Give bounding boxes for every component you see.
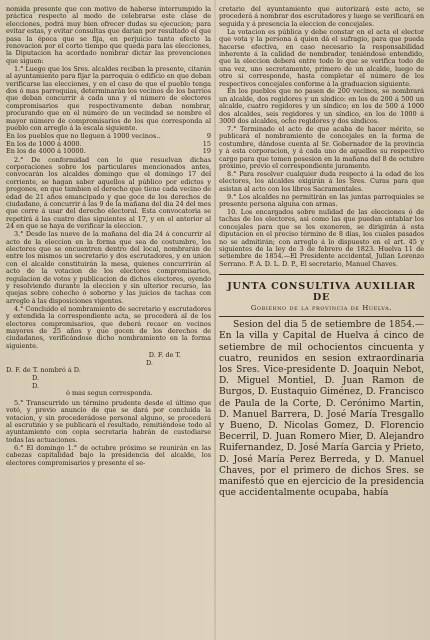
article-10: 10. Los encargados sobre nulidad de las elecciones ó de tachas de los electores, asi como las que puedan entablar los concejales para que se les exoneren, se dirigirán á esta diputacion en el preciso término de 8 dias, los cuales pasados no se admitirán; con arreglo á lo dispuesto en el art. 45 y siguientes de la ley de 3 de febrero de 1823. Huelva 11 de setiembre de 1854.—El Presidente accidental, Julian Lorenzo Serrano. P. A. D. L. D. P., El secretario, Manuel Chaves.: [219, 207, 424, 268]
scale-value: 15: [202, 139, 211, 148]
article-3: 3.° Desde las nueve de la mañana del dia 24 á concurrir al acto de la eleccion en la forma que sea de costumbre, los electores que se encuentren dentro del local, nombrarán de entre los mismos un secretario y dos escrutadores, y en union con el alcalde constituirán la mesa, quienes concurrirán al acto de la votacion de los electores compromisarios, regulacion de votos y publicacion de dichos electores, oyendo y resolviendo durante la eleccion y sin ulterior recurso, las quejas sobre cohecho ó soborno y las juicios de tachas con arreglo á las disposiciones vigentes.: [6, 230, 211, 305]
article-2: 2.° De conformidad con lo que resuelvan dichas corporaciones sobre los particulares mencionados antes, convocarán los alcaldes domingo que el domingo 17 del corriente, se hagan saber aquellos al público por edictos y pregones, en que tambien el derecho que tiene cada vecino de edad de 21 años emancipado y que goce de los derechos de ciudadano, á concurrir á las 9 de la mañana del dia 24 del mes que corre á usar del derecho electoral. Esta convocatoria se repetirá á las cuatro días siguientes al 17, y en el anterior al 24 en que se haya de verificar la eleccion.: [6, 155, 211, 231]
scale-table: [6, 133, 211, 155]
vote-line: D. F. de T. nombró á D.: [6, 366, 81, 375]
vote-line: D. F. de T.: [148, 351, 181, 360]
article-5: 5.° Transcurrido un término prudente desde el último que votó, y previo anuncio de que se dará por concluida la votacion, y sin procederádose personal alguno, se procederá al escrutinio y se publicará el resultado, remitiéndose todo al ayuntamiento con copia secretaria habrán de custodiarse todas las actuaciones.: [6, 398, 211, 444]
heading-rule: [219, 316, 424, 317]
article-7: 7.° Terminado el acto de que acaba de hacer mérito, se publicará el nombramiento de concejales en la forma de costumbre, dándose cuenta al Sr. Gobernador de la provincia y á esta corporacion, y á cada uno de aquellos su respectivo cargo para que tomen posesion en la mañana del 8 de octubre próximo, previo el correspondiente juramento.: [219, 125, 424, 171]
scale-row: [6, 148, 211, 155]
scale-value: 9: [206, 132, 211, 141]
article-4: 4.° Concluido el nombramiento de secretario y escrutadores y extendida la correspondiente acta, se procederá al de los electores compromisarios, que deberá recaer en vecinos mayores de 25 años y que gocen de los derechos de ciudadanos, verificándose dicho nombramiento en la forma siguiente.: [6, 304, 211, 350]
left-column: [6, 6, 211, 636]
section-divider: [219, 274, 424, 275]
section-subheading: Gobierno de la provincia de Huelva.: [250, 304, 393, 313]
right-column: [219, 6, 424, 636]
voting-paragraph: La votacion es pública y debe constar en el acta el elector que vota y la persona á quien dá el sufragio, para que pueda hacerse efectiva, en caso necesario la responsabilidad inherente á la calidad de nombrador, teniéndose entendido, que la eleccion deberá entre todo lo que se verifica todo de una vez, uno secretamente, primero de un alcalde, luego de otro si corresponde, hasta completar el número de los respectivos concejales conforme á la graduacion siguiente.: [219, 27, 424, 88]
scale-value: 19: [202, 147, 211, 156]
session-paragraph: Sesion del dia 5 de setiembre de 1854.— En la villa y Capital de Huelva á cinco de setiembre de mil ochocientos cincuenta y cuatro, reunidos en sesion extraordinaria los Sres. Vice-presidente D. Joaquin Nebot, D. Miguel Montiel, D. Juan Ramon de Burgos, D. Eustaquio Giménez, D. Francisco de Paula de la Corte, D. Cerónimo Martin, D. Manuel Barrera, D. José María Tresgallo y Bueno, D. Nicolas Gomez, D. Florencio Becerril, D. Juan Romero Mier, D. Alejandro Ruifernandez, D. José María Garcia y Prieto, D. José María Perez Berreda, y D. Manuel Chaves, por el primero de dichos Sres. se manifestó que en ejercicio de la presidencia que accidentalmente ocupaba, había: [219, 320, 424, 499]
article-6: 6.° El domingo 1.° de octubre próximo se reunirán en las cabezas capitalidad bajo la presidencia del alcalde, los electores compromisarios y presente el se-: [6, 443, 211, 467]
continued-paragraph: cretario del ayuntamiento que autorizará este acto, se procederá á nombrar dos escrutadores y luego se verificará en seguida y á presencia la eleccion de concejales.: [219, 6, 424, 28]
section-heading: JUNTA CONSULTIVA AUXILIAR DE: [227, 281, 416, 304]
vote-line: D.: [145, 358, 153, 367]
vote-line: D.: [32, 373, 40, 382]
session-text: [219, 320, 424, 499]
article-1: 1.° Luego que los Sres. alcaldes reciban la presente, citarán al ayuntamiento para fijar la parroquia ó edificio en que deban verificarse las elecciones, y en el caso de que el pueblo tenga dos ó mas parroquias, determinarán los vecinos de los barrios que deban concurrir á cada una y el número de electores compromisarios que respectivamente deban nombrar, procurando que en el número de un vecindad se nombre el mayor número de compromisarios de los que corresponda al pueblo con arreglo á la escala siguiente.: [6, 64, 211, 132]
scale-label: En los de 4000 á 10000.: [6, 147, 86, 156]
scale-label: En los pueblos que no lleguen á 1000 vecinos..: [6, 132, 161, 141]
vote-line: ó mas segun corresponda.: [66, 389, 153, 398]
article-9: 9.° Los alcaldes no permitirán en las juntas parroquiales se presente persona alguna con armas.: [219, 192, 424, 209]
article-8: 8.° Para resolver cualquier duda respecto á la edad de los electores, los alcaldes exigirán á los Sres. Curas para que asistan al acto con los libros Sacramentales.: [219, 169, 424, 193]
graduation-paragraph: En los pueblos que no pasen de 200 vecinos, se nombrará un alcalde, dos regidores y un síndico: en los de 200 á 500 un alcalde, cuatro regidores y un síndico; en los de 500 á 1000 dos alcaldes, seis regidores y un síndico, en los de 1000 á 3000 dos alcaldes, ocho regidores y dos síndicos.: [219, 87, 424, 126]
scale-label: En los de 1000 á 4000.: [6, 139, 82, 148]
vote-line: D.: [32, 381, 40, 390]
center-fold: [214, 0, 216, 640]
intro-paragraph: nomida presente que con motivo de haberse interrumpido la práctica respecto al modo de celebrarse este clase de elecciones, podrá muy bien ofrecer dudas su ejecucion; para evitar estas, y evitar consultas que darian por resultado el que pasa la época que se fija, en perjuicio tanto efecto la renovacion por el corto tiempo que queda para las elecciones, la Diputacion ha acordado nombrar dictar las prevenciones que siguen:: [6, 6, 211, 65]
vote-form: [6, 352, 211, 398]
